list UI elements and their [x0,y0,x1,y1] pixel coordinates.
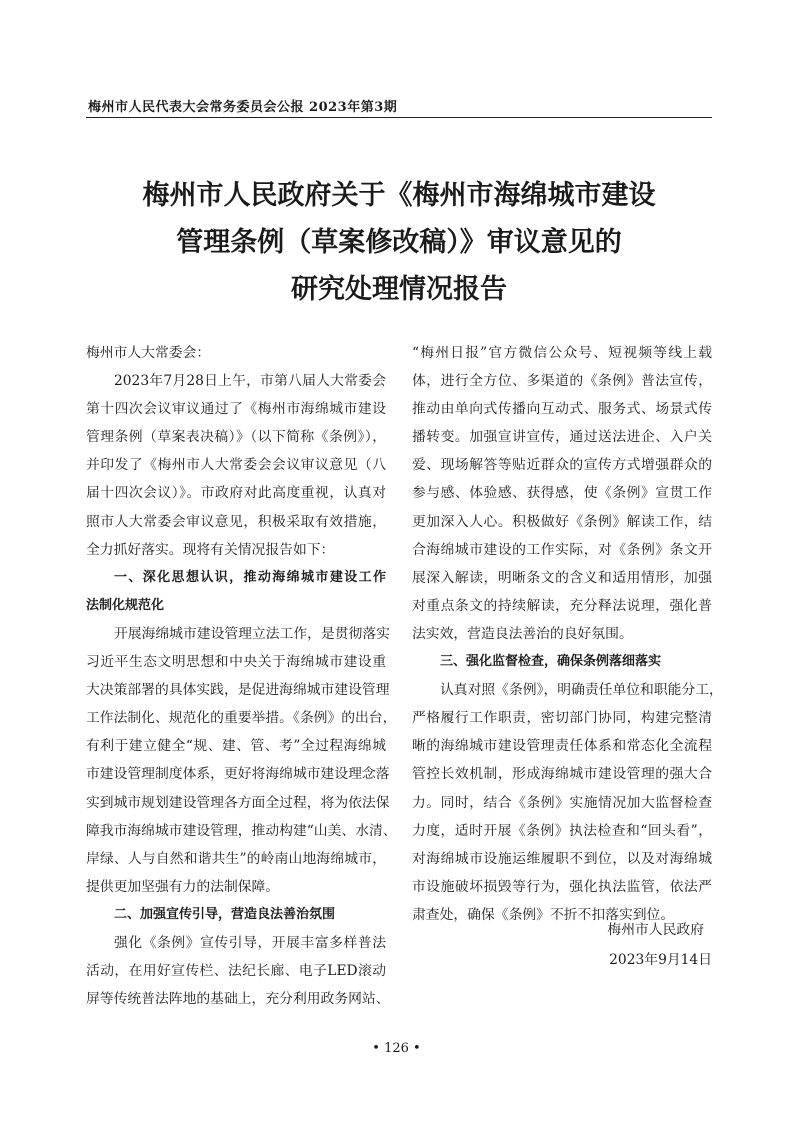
body-line: 管理条例（草案表决稿）》（以下简称《条例》）， [86,429,386,446]
section-heading-3: 三、强化监督检查，确保条例落细落实 [440,654,662,670]
title-line: 研究处理情况报告 [291,274,507,305]
body-line: 工作法制化、规范化的重要举措。《条例》的出台， [86,710,397,727]
body-line: 对海绵城市设施运维履职不到位，以及对海绵城 [412,850,712,867]
title-line: 管理条例（草案修改稿）》审议意见的 [176,227,622,258]
section-heading-1: 法制化规范化 [86,597,165,613]
body-line: 认真对照《条例》，明确责任单位和职能分工， [440,682,723,699]
body-line: 严格履行工作职责，密切部门协同，构建完整清 [412,710,712,727]
body-line: 习近平生态文明思想和中央关于海绵城市建设重 [86,654,386,671]
body-line: 强化《条例》宣传引导，开展丰富多样普法 [114,934,386,951]
signature-organization: 梅州市人民政府 [607,922,704,938]
body-line: 屏等传统普法阵地的基础上，充分利用政务网站、 [86,991,390,1008]
title-line: 梅州市人民政府关于《梅州市海绵城市建设 [142,180,656,211]
body-line: “梅州日报”官方微信公众号、短视频等线上载 [412,345,712,361]
body-column-right [412,339,723,929]
body-line: 晰的海绵城市建设管理责任体系和常态化全流程 [412,738,712,755]
body-line: 播转变。加强宣讲宣传，通过送法进企、入户关 [412,429,712,446]
body-line: 肃查处，确保《条例》不折不扣落实到位。 [412,906,675,923]
body-line: 法实效，营造良法善治的良好氛围。 [412,625,633,642]
body-line: 体，进行全方位、多渠道的《条例》普法宣传， [412,373,712,390]
body-line: 力度，适时开展《条例》执法检查和“回头看”， [412,822,712,839]
body-line: 全力抓好落实。现将有关情况报告如下： [86,541,335,558]
body-line: 提供更加坚强有力的法制保障。 [86,878,280,895]
header-divider [86,117,712,118]
body-line: 爱、现场解答等贴近群众的宣传方式增强群众的 [412,457,712,474]
section-heading-1: 一、深化思想认识，推动海绵城市建设工作 [114,569,386,585]
body-line: 管控长效机制，形成海绵城市建设管理的强大合 [412,766,712,783]
body-line: 照市人大常委会审议意见，积极采取有效措施， [86,513,386,530]
page-number: • 126 • [372,1041,421,1056]
body-line: 届十四次会议）》。市政府对此高度重视，认真对 [86,485,386,502]
body-line: 2023年7月28日上午，市第八届人大常委会 [114,373,386,390]
body-line: 更加深入人心。积极做好《条例》解读工作，结 [412,513,712,530]
body-line: 合海绵城市建设的工作实际，对《条例》条文开 [412,541,712,558]
body-line: 第十四次会议审议通过了《梅州市海绵城市建设 [86,401,386,418]
body-line: 大决策部署的具体实践，是促进海绵城市建设管理 [86,682,390,699]
body-line: 力。同时，结合《条例》实施情况加大监督检查 [412,794,712,811]
body-line: 展深入解读，明晰条文的含义和适用情形，加强 [412,569,712,586]
body-line: 市建设管理制度体系，更好将海绵城市建设理念落 [86,766,390,783]
body-column-left [86,339,397,1013]
body-line: 有利于建立健全“规、建、管、考”全过程海绵城 [86,738,386,755]
section-heading-2: 二、加强宣传引导，营造良法善治氛围 [114,906,336,922]
body-line: 岸绿、人与自然和谐共生”的岭南山地海绵城市， [86,850,386,867]
body-line: 推动由单向式传播向互动式、服务式、场景式传 [412,401,712,418]
body-line: 实到城市规划建设管理各方面全过程，将为依法保 [86,794,390,811]
body-line: 障我市海绵城市建设管理，推动构建“山美、水清、 [86,822,397,839]
journal-header: 梅州市人民代表大会常务委员会公报 2023年第3期 [88,100,398,115]
body-line: 市设施破坏损毁等行为，强化执法监管，依法严 [412,878,712,895]
body-line: 活动，在用好宣传栏、法纪长廊、电子LED滚动 [86,963,386,980]
document-title [86,172,712,313]
body-line: 对重点条文的持续解读，充分释法说理，强化普 [412,597,712,614]
body-line: 开展海绵城市建设管理立法工作，是贯彻落实 [114,625,390,642]
signature-date: 2023年9月14日 [609,952,712,968]
body-line: 并印发了《梅州市人大常委会会议审议意见（八 [86,457,386,474]
salutation: 梅州市人大常委会： [86,345,211,361]
body-line: 参与感、体验感、获得感，使《条例》宣贯工作 [412,485,712,502]
